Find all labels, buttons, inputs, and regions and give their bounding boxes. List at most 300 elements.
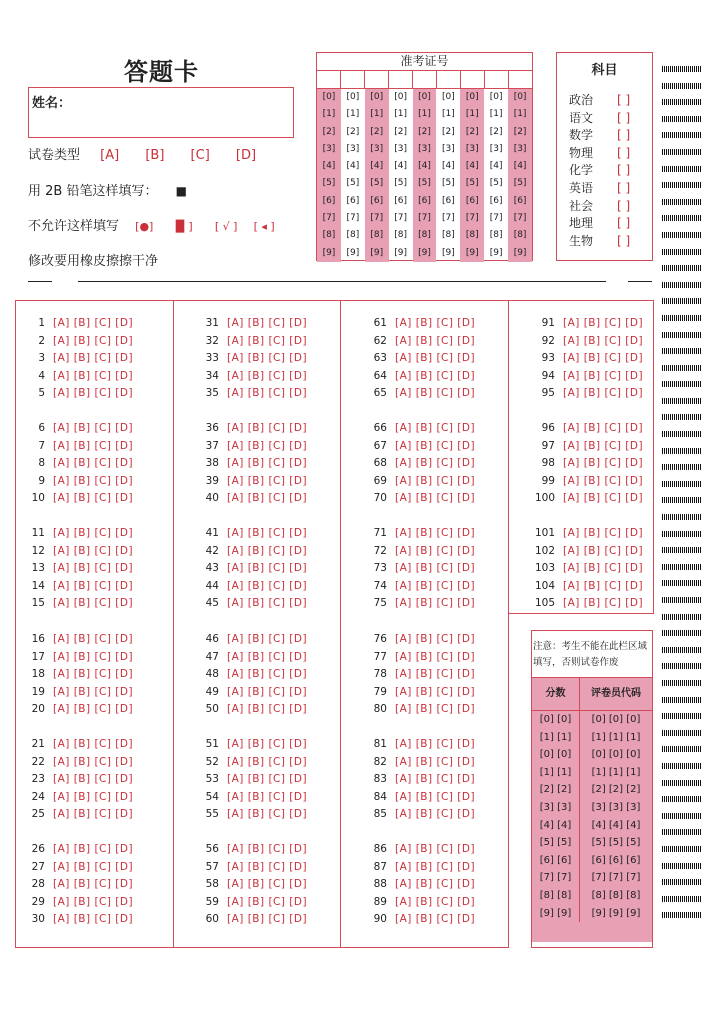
answer-bubbles[interactable]: [A] [B] [C] [D]: [227, 633, 308, 645]
exam-id-digit-bubble[interactable]: [5]: [322, 178, 336, 189]
exam-id-digit-bubble[interactable]: [2]: [370, 126, 384, 137]
bad-mark-dot: [●]: [135, 220, 154, 233]
subject-title: 科目: [591, 63, 618, 78]
timing-mark: [662, 398, 702, 404]
separator-main: [78, 281, 606, 282]
exam-id-digit-bubble[interactable]: [7]: [322, 213, 336, 224]
subject-bubble[interactable]: [ ]: [617, 198, 631, 213]
answer-bubbles[interactable]: [A] [B] [C] [D]: [395, 527, 476, 539]
exam-id-digit-bubble[interactable]: [5]: [442, 178, 455, 189]
exam-id-digit-bubble[interactable]: [3]: [418, 143, 431, 154]
exam-id-digit-bubble[interactable]: [6]: [346, 195, 360, 206]
answer-bubbles[interactable]: [A] [B] [C] [D]: [227, 703, 308, 715]
answer-bubbles[interactable]: [A] [B] [C] [D]: [227, 492, 308, 504]
answer-bubbles[interactable]: [A] [B] [C] [D]: [395, 579, 476, 592]
answer-bubbles[interactable]: [A] [B] [C] [D]: [395, 369, 476, 382]
exam-id-digit-bubble[interactable]: [9]: [513, 247, 527, 258]
exam-id-digit-bubble[interactable]: [0]: [370, 92, 384, 102]
bad-mark-block: ▐▌]: [171, 220, 193, 233]
answer-bubbles[interactable]: [A] [B] [C] [D]: [53, 544, 134, 557]
answer-bubbles[interactable]: [A] [B] [C] [D]: [563, 457, 644, 469]
exam-id-digit-bubble[interactable]: [5]: [513, 178, 527, 189]
answer-bubbles[interactable]: [A] [B] [C] [D]: [53, 685, 134, 698]
answer-bubbles[interactable]: [A] [B] [C] [D]: [395, 773, 476, 785]
answer-bubbles[interactable]: [A] [B] [C] [D]: [53, 492, 134, 504]
exam-id-digit-bubble[interactable]: [8]: [370, 230, 384, 241]
answer-bubbles[interactable]: [A] [B] [C] [D]: [395, 913, 476, 925]
exam-id-digit-bubble[interactable]: [0]: [513, 92, 527, 102]
fill-bad-row: [28, 215, 275, 234]
question-number: 97: [541, 439, 555, 452]
exam-id-digit-bubble[interactable]: [8]: [346, 230, 360, 241]
question-row: [195, 527, 307, 539]
answer-bubbles[interactable]: [A] [B] [C] [D]: [227, 650, 308, 663]
exam-id-digit-bubble[interactable]: [7]: [442, 213, 455, 224]
subject-bubble[interactable]: [ ]: [617, 110, 631, 125]
question-row: [195, 773, 307, 785]
score-digit-bubble: [4] [4]: [532, 817, 580, 835]
exam-id-digit-bubble[interactable]: [5]: [394, 178, 407, 189]
subject-bubble[interactable]: [ ]: [617, 180, 631, 195]
answer-bubbles[interactable]: [A] [B] [C] [D]: [53, 790, 134, 803]
answer-bubbles[interactable]: [A] [B] [C] [D]: [53, 597, 134, 609]
exam-id-digit-bubble[interactable]: [9]: [322, 247, 336, 258]
exam-id-digit-bubble[interactable]: [6]: [513, 195, 527, 206]
question-row: [363, 422, 475, 434]
subject-row: [557, 233, 652, 251]
answer-bubbles[interactable]: [A] [B] [C] [D]: [563, 369, 644, 382]
question-row: [531, 597, 643, 609]
answer-bubbles[interactable]: [A] [B] [C] [D]: [563, 317, 644, 329]
exam-id-digit-bubble[interactable]: [4]: [322, 161, 336, 172]
answer-bubbles[interactable]: [A] [B] [C] [D]: [53, 843, 134, 855]
exam-id-digit-bubble[interactable]: [4]: [346, 161, 360, 172]
exam-id-digit-bubble[interactable]: [2]: [513, 126, 527, 137]
score-row: [532, 887, 652, 905]
question-number: 24: [31, 790, 45, 803]
subject-bubble[interactable]: [ ]: [617, 233, 631, 248]
answer-bubbles[interactable]: [A] [B] [C] [D]: [53, 738, 134, 750]
question-number: 18: [31, 668, 45, 680]
exam-id-digit-bubble[interactable]: [6]: [442, 195, 455, 206]
subject-bubble[interactable]: [ ]: [617, 128, 631, 143]
answer-bubbles[interactable]: [A] [B] [C] [D]: [227, 878, 308, 890]
exam-id-digit-bubble[interactable]: [0]: [442, 92, 455, 102]
exam-id-digit-bubble[interactable]: [7]: [394, 213, 407, 224]
answer-bubbles[interactable]: [A] [B] [C] [D]: [53, 562, 134, 574]
answer-bubbles[interactable]: [A] [B] [C] [D]: [53, 895, 134, 908]
question-number: 44: [205, 579, 219, 592]
timing-mark: [662, 497, 702, 503]
exam-id-digit-bubble[interactable]: [5]: [465, 178, 479, 189]
answer-bubbles[interactable]: [A] [B] [C] [D]: [395, 544, 476, 557]
timing-mark: [662, 879, 702, 885]
exam-id-digit-bubble[interactable]: [3]: [394, 143, 407, 154]
answer-bubbles[interactable]: [A] [B] [C] [D]: [227, 913, 308, 925]
exam-id-digit-bubble[interactable]: [0]: [465, 92, 479, 102]
exam-id-digit-bubble[interactable]: [5]: [370, 178, 384, 189]
subject-bubble[interactable]: [ ]: [617, 216, 631, 231]
question-number: 20: [31, 703, 45, 715]
exam-id-digit-bubble[interactable]: [0]: [489, 92, 503, 102]
answer-bubbles[interactable]: [A] [B] [C] [D]: [395, 860, 476, 873]
answer-bubbles[interactable]: [A] [B] [C] [D]: [227, 369, 308, 382]
question-row: [531, 335, 643, 347]
question-number: 69: [373, 474, 387, 487]
answer-bubbles[interactable]: [A] [B] [C] [D]: [53, 369, 134, 382]
answer-bubbles[interactable]: [A] [B] [C] [D]: [563, 597, 644, 609]
question-number: 85: [373, 808, 387, 820]
exam-id-digit-bubble[interactable]: [0]: [418, 92, 431, 102]
question-row: [531, 352, 643, 364]
exam-id-write-box[interactable]: [317, 71, 341, 88]
answer-bubbles[interactable]: [A] [B] [C] [D]: [53, 860, 134, 873]
exam-id-digit-bubble[interactable]: [7]: [489, 213, 503, 224]
answer-bubbles[interactable]: [A] [B] [C] [D]: [395, 352, 476, 364]
answer-bubbles[interactable]: [A] [B] [C] [D]: [53, 878, 134, 890]
exam-id-grid[interactable]: [317, 89, 532, 262]
timing-mark: [662, 829, 702, 835]
question-row: [195, 896, 307, 908]
answer-bubbles[interactable]: [A] [B] [C] [D]: [227, 474, 308, 487]
answer-bubbles[interactable]: [A] [B] [C] [D]: [563, 562, 644, 574]
answer-bubbles[interactable]: [A] [B] [C] [D]: [395, 492, 476, 504]
exam-id-digit-bubble[interactable]: [6]: [322, 195, 336, 206]
exam-id-digit-bubble[interactable]: [1]: [513, 109, 527, 120]
answer-bubbles[interactable]: [A] [B] [C] [D]: [563, 527, 644, 539]
exam-id-digit-bubble[interactable]: [1]: [370, 109, 384, 120]
exam-id-write-boxes[interactable]: [317, 71, 532, 89]
answer-bubbles[interactable]: [A] [B] [C] [D]: [53, 457, 134, 469]
exam-id-digit-bubble[interactable]: [5]: [418, 178, 431, 189]
exam-id-digit-bubble[interactable]: [9]: [370, 247, 384, 258]
question-number: 11: [31, 527, 45, 539]
exam-id-digit-bubble[interactable]: [2]: [418, 126, 431, 137]
answer-bubbles[interactable]: [A] [B] [C] [D]: [395, 334, 476, 347]
exam-id-write-box[interactable]: [413, 71, 437, 88]
exam-id-digit-bubble[interactable]: [0]: [322, 92, 336, 102]
question-row: [363, 633, 475, 645]
paper-type-c[interactable]: [C]: [190, 148, 210, 163]
answer-bubbles[interactable]: [A] [B] [C] [D]: [563, 387, 644, 399]
score-digit-bubble: [1] [1]: [532, 729, 580, 747]
answer-bubbles[interactable]: [A] [B] [C] [D]: [227, 738, 308, 750]
answer-bubbles[interactable]: [A] [B] [C] [D]: [53, 650, 134, 663]
answer-bubbles[interactable]: [A] [B] [C] [D]: [563, 422, 644, 434]
answer-bubbles[interactable]: [A] [B] [C] [D]: [53, 439, 134, 452]
answer-bubbles[interactable]: [A] [B] [C] [D]: [227, 457, 308, 469]
paper-type-label: 试卷类型: [28, 148, 81, 163]
exam-id-digit-bubble[interactable]: [4]: [442, 161, 455, 172]
exam-id-digit-bubble[interactable]: [3]: [465, 143, 479, 154]
exam-id-digit-bubble[interactable]: [2]: [346, 126, 360, 137]
answer-bubbles[interactable]: [A] [B] [C] [D]: [227, 843, 308, 855]
subject-bubble[interactable]: [ ]: [617, 93, 631, 107]
exam-id-digit-bubble[interactable]: [8]: [465, 230, 479, 241]
answer-bubbles[interactable]: [A] [B] [C] [D]: [53, 334, 134, 347]
timing-mark: [662, 282, 702, 288]
grader-digit-bubble: [0] [0] [0]: [591, 714, 641, 725]
exam-id-digit-bubble[interactable]: [8]: [513, 230, 527, 241]
answer-bubbles[interactable]: [A] [B] [C] [D]: [53, 668, 134, 680]
question-row: [363, 475, 475, 487]
paper-type-b[interactable]: [B]: [145, 148, 165, 163]
exam-id-digit-bubble[interactable]: [8]: [442, 230, 455, 241]
exam-id-digit-bubble[interactable]: [2]: [489, 126, 503, 137]
exam-id-digit-bubble[interactable]: [6]: [465, 195, 479, 206]
answer-bubbles[interactable]: [A] [B] [C] [D]: [227, 352, 308, 364]
exam-id-digit-bubble[interactable]: [5]: [346, 178, 360, 189]
answer-bubbles[interactable]: [A] [B] [C] [D]: [395, 703, 476, 715]
answer-bubbles[interactable]: [A] [B] [C] [D]: [395, 790, 476, 803]
answer-bubbles[interactable]: [A] [B] [C] [D]: [227, 317, 308, 329]
exam-id-digit-bubble[interactable]: [1]: [418, 109, 431, 120]
answer-bubbles[interactable]: [A] [B] [C] [D]: [395, 317, 476, 329]
answer-bubbles[interactable]: [A] [B] [C] [D]: [227, 790, 308, 803]
exam-id-digit-bubble[interactable]: [4]: [489, 161, 503, 172]
question-number: 105: [534, 597, 555, 609]
answer-bubbles[interactable]: [A] [B] [C] [D]: [395, 843, 476, 855]
answer-bubbles[interactable]: [A] [B] [C] [D]: [227, 544, 308, 557]
paper-type-row: [28, 144, 256, 163]
exam-id-digit-bubble[interactable]: [3]: [370, 143, 384, 154]
answer-bubbles[interactable]: [A] [B] [C] [D]: [53, 808, 134, 820]
answer-bubbles[interactable]: [A] [B] [C] [D]: [53, 579, 134, 592]
answer-bubbles[interactable]: [A] [B] [C] [D]: [53, 773, 134, 785]
name-field[interactable]: [28, 87, 294, 138]
exam-id-write-box[interactable]: [341, 71, 365, 88]
score-note: 注意：考生不能在此栏区域填写，否则试卷作废: [533, 641, 648, 668]
question-number: 29: [31, 895, 45, 908]
exam-id-digit-bubble[interactable]: [8]: [418, 230, 431, 241]
answer-bubbles[interactable]: [A] [B] [C] [D]: [53, 387, 134, 399]
answer-bubbles[interactable]: [A] [B] [C] [D]: [563, 334, 644, 347]
answer-bubbles[interactable]: [A] [B] [C] [D]: [53, 703, 134, 715]
question-number: 12: [31, 544, 45, 557]
paper-type-d[interactable]: [D]: [235, 148, 257, 163]
question-number: 104: [534, 579, 555, 592]
exam-id-digit-bubble[interactable]: [4]: [418, 161, 431, 172]
exam-id-digit-bubble[interactable]: [6]: [370, 195, 384, 206]
answer-bubbles[interactable]: [A] [B] [C] [D]: [227, 562, 308, 574]
exam-id-digit-bubble[interactable]: [5]: [489, 178, 503, 189]
question-number: 77: [373, 650, 387, 663]
answer-bubbles[interactable]: [A] [B] [C] [D]: [53, 913, 134, 925]
question-number: 98: [541, 457, 555, 469]
answer-bubbles[interactable]: [A] [B] [C] [D]: [53, 422, 134, 434]
grader-digit-bubble: [0] [0] [0]: [591, 749, 641, 761]
exam-id-digit-bubble[interactable]: [6]: [418, 195, 431, 206]
answer-bubbles[interactable]: [A] [B] [C] [D]: [395, 597, 476, 609]
exam-id-digit-bubble[interactable]: [3]: [322, 143, 336, 154]
exam-id-digit-bubble[interactable]: [6]: [489, 195, 503, 206]
answer-bubbles[interactable]: [A] [B] [C] [D]: [53, 527, 134, 539]
answer-bubbles[interactable]: [A] [B] [C] [D]: [227, 422, 308, 434]
question-row: [531, 387, 643, 399]
answer-bubbles[interactable]: [A] [B] [C] [D]: [395, 422, 476, 434]
answer-bubbles[interactable]: [A] [B] [C] [D]: [395, 650, 476, 663]
exam-id-write-box[interactable]: [437, 71, 461, 88]
question-row: [195, 808, 307, 820]
answer-bubbles[interactable]: [A] [B] [C] [D]: [227, 895, 308, 908]
subject-bubble[interactable]: [ ]: [617, 145, 631, 160]
exam-id-digit-bubble[interactable]: [4]: [465, 161, 479, 172]
exam-id-digit-bubble[interactable]: [3]: [442, 143, 455, 154]
exam-id-digit-bubble[interactable]: [7]: [370, 213, 384, 224]
answer-bubbles[interactable]: [A] [B] [C] [D]: [227, 439, 308, 452]
answer-bubbles[interactable]: [A] [B] [C] [D]: [227, 579, 308, 592]
question-number: 92: [541, 334, 555, 347]
question-number: 71: [373, 527, 387, 539]
timing-mark: [662, 647, 702, 653]
question-number: 83: [373, 773, 387, 785]
exam-id-digit-bubble[interactable]: [1]: [394, 109, 407, 120]
exam-id-digit-bubble[interactable]: [4]: [513, 161, 527, 172]
exam-id-digit-bubble[interactable]: [8]: [322, 230, 336, 241]
question-row: [363, 668, 475, 680]
fill-bad-label: 不允许这样填写: [28, 219, 120, 234]
answer-bubbles[interactable]: [A] [B] [C] [D]: [563, 544, 644, 557]
exam-id-write-box[interactable]: [485, 71, 509, 88]
question-number: 103: [534, 562, 555, 574]
timing-mark: [662, 614, 702, 620]
question-row: [29, 317, 133, 329]
erase-note: 修改要用橡皮擦擦干净: [28, 254, 159, 269]
question-number: 59: [205, 895, 219, 908]
exam-id-digit-bubble[interactable]: [6]: [394, 195, 407, 206]
answer-bubbles[interactable]: [A] [B] [C] [D]: [395, 738, 476, 750]
answer-bubbles[interactable]: [A] [B] [C] [D]: [227, 685, 308, 698]
paper-type-a[interactable]: [A]: [100, 148, 120, 163]
exam-id-digit-bubble[interactable]: [2]: [465, 126, 479, 137]
answer-bubbles[interactable]: [A] [B] [C] [D]: [227, 668, 308, 680]
question-number: 96: [541, 422, 555, 434]
answer-bubbles[interactable]: [A] [B] [C] [D]: [395, 668, 476, 680]
exam-id-digit-bubble[interactable]: [4]: [370, 161, 384, 172]
exam-id-digit-bubble[interactable]: [4]: [394, 161, 407, 172]
exam-id-digit-bubble[interactable]: [1]: [322, 109, 336, 120]
separator-right: [628, 281, 652, 282]
answer-bubbles[interactable]: [A] [B] [C] [D]: [227, 860, 308, 873]
question-number: 74: [373, 579, 387, 592]
answer-bubbles[interactable]: [A] [B] [C] [D]: [395, 878, 476, 890]
answer-bubbles[interactable]: [A] [B] [C] [D]: [227, 773, 308, 785]
timing-mark: [662, 332, 702, 338]
exam-id-column: [484, 89, 508, 262]
question-row: [363, 597, 475, 609]
exam-id-digit-bubble[interactable]: [9]: [489, 247, 503, 258]
answer-bubbles[interactable]: [A] [B] [C] [D]: [563, 474, 644, 487]
exam-id-digit-bubble[interactable]: [1]: [465, 109, 479, 120]
exam-id-digit-bubble[interactable]: [9]: [394, 247, 407, 258]
question-row: [29, 651, 133, 663]
answer-bubbles[interactable]: [A] [B] [C] [D]: [395, 633, 476, 645]
answer-bubbles[interactable]: [A] [B] [C] [D]: [395, 755, 476, 768]
question-number: 19: [31, 685, 45, 698]
question-number: 15: [31, 597, 45, 609]
answer-bubbles[interactable]: [A] [B] [C] [D]: [563, 492, 644, 504]
exam-id-column: [365, 89, 389, 262]
exam-id-write-box[interactable]: [509, 71, 532, 88]
answer-bubbles[interactable]: [A] [B] [C] [D]: [53, 755, 134, 768]
question-number: 4: [38, 369, 45, 382]
answer-bubbles[interactable]: [A] [B] [C] [D]: [227, 755, 308, 768]
answer-bubbles[interactable]: [A] [B] [C] [D]: [227, 527, 308, 539]
answer-bubbles[interactable]: [A] [B] [C] [D]: [227, 334, 308, 347]
exam-id-digit-bubble[interactable]: [1]: [346, 109, 360, 120]
question-number: 14: [31, 579, 45, 592]
question-row: [29, 387, 133, 399]
question-number: 46: [205, 633, 219, 645]
subject-bubble[interactable]: [ ]: [617, 163, 631, 178]
exam-id-digit-bubble[interactable]: [0]: [394, 92, 407, 102]
exam-id-digit-bubble[interactable]: [1]: [489, 109, 503, 120]
exam-id-digit-bubble[interactable]: [7]: [513, 213, 527, 224]
exam-id-digit-bubble[interactable]: [1]: [442, 109, 455, 120]
exam-id-box: [316, 52, 533, 261]
subject-row: [557, 145, 652, 163]
answer-bubbles[interactable]: [A] [B] [C] [D]: [53, 474, 134, 487]
answer-bubbles[interactable]: [A] [B] [C] [D]: [395, 895, 476, 908]
answer-bubbles[interactable]: [A] [B] [C] [D]: [395, 439, 476, 452]
exam-id-digit-bubble[interactable]: [2]: [442, 126, 455, 137]
exam-id-write-box[interactable]: [389, 71, 413, 88]
subject-box: [556, 52, 653, 261]
question-row: [363, 370, 475, 382]
answer-bubbles[interactable]: [A] [B] [C] [D]: [53, 633, 134, 645]
exam-id-digit-bubble[interactable]: [8]: [394, 230, 407, 241]
exam-id-digit-bubble[interactable]: [9]: [442, 247, 455, 258]
exam-id-write-box[interactable]: [365, 71, 389, 88]
answer-bubbles[interactable]: [A] [B] [C] [D]: [227, 597, 308, 609]
answer-bubbles[interactable]: [A] [B] [C] [D]: [395, 808, 476, 820]
answer-bubbles[interactable]: [A] [B] [C] [D]: [395, 474, 476, 487]
answer-bubbles[interactable]: [A] [B] [C] [D]: [563, 579, 644, 592]
answer-bubbles[interactable]: [A] [B] [C] [D]: [395, 387, 476, 399]
timing-mark: [662, 464, 702, 470]
exam-id-digit-bubble[interactable]: [9]: [418, 247, 431, 258]
exam-id-digit-bubble[interactable]: [0]: [346, 92, 360, 102]
exam-id-column: [413, 89, 437, 262]
answer-bubbles[interactable]: [A] [B] [C] [D]: [53, 317, 134, 329]
exam-id-digit-bubble[interactable]: [3]: [513, 143, 527, 154]
exam-id-digit-bubble[interactable]: [9]: [346, 247, 360, 258]
exam-id-digit-bubble[interactable]: [7]: [346, 213, 360, 224]
answer-bubbles[interactable]: [A] [B] [C] [D]: [53, 352, 134, 364]
answer-bubbles[interactable]: [A] [B] [C] [D]: [227, 387, 308, 399]
exam-id-digit-bubble[interactable]: [7]: [465, 213, 479, 224]
answer-bubbles[interactable]: [A] [B] [C] [D]: [563, 352, 644, 364]
question-number: 43: [205, 562, 219, 574]
exam-id-write-box[interactable]: [461, 71, 485, 88]
exam-id-digit-bubble[interactable]: [7]: [418, 213, 431, 224]
grader-digit-bubble: [7] [7] [7]: [591, 872, 641, 884]
exam-id-digit-bubble[interactable]: [3]: [489, 143, 503, 154]
question-number: 53: [205, 773, 219, 785]
answer-bubbles[interactable]: [A] [B] [C] [D]: [227, 808, 308, 820]
exam-id-digit-bubble[interactable]: [2]: [322, 126, 336, 137]
answer-bubbles[interactable]: [A] [B] [C] [D]: [395, 457, 476, 469]
exam-id-digit-bubble[interactable]: [8]: [489, 230, 503, 241]
answer-bubbles[interactable]: [A] [B] [C] [D]: [395, 562, 476, 574]
exam-id-digit-bubble[interactable]: [3]: [346, 143, 360, 154]
answer-bubbles[interactable]: [A] [B] [C] [D]: [563, 439, 644, 452]
score-row: [532, 834, 652, 852]
answer-bubbles[interactable]: [A] [B] [C] [D]: [395, 685, 476, 698]
exam-id-digit-bubble[interactable]: [9]: [465, 247, 479, 258]
exam-id-column: [460, 89, 484, 262]
exam-id-digit-bubble[interactable]: [2]: [394, 126, 407, 137]
